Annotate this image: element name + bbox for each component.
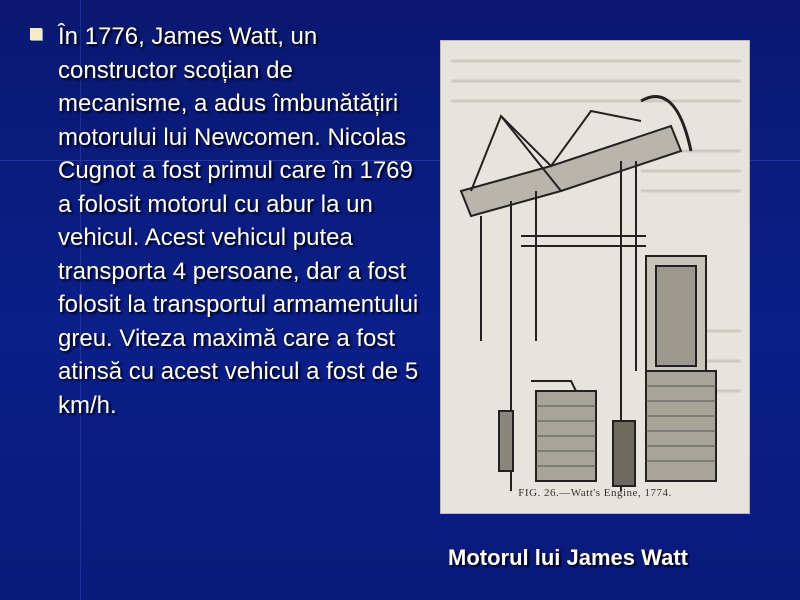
watt-engine-drawing xyxy=(441,41,749,513)
bullet-icon xyxy=(30,28,42,40)
watt-engine-illustration xyxy=(440,40,750,514)
figure-caption: FIG. 26.—Watt's Engine, 1774. xyxy=(518,487,672,499)
bullet-block xyxy=(30,20,420,422)
image-caption: Motorul lui James Watt xyxy=(448,545,688,570)
bullet-text: În 1776, James Watt, un constructor scoțian de mecanisme, a adus îmbunătățiri motorului lui Newcomen. Nicolas Cugnot a fost primul care în 1769 a folosit motorul cu abur la un vehicul. Acest vehicul putea transporta 4 persoane, dar a fost folosit la transportul armamentului greu. Viteza maximă care a fost atinsă cu acest vehicul a fost de 5 km/h. xyxy=(58,23,419,419)
